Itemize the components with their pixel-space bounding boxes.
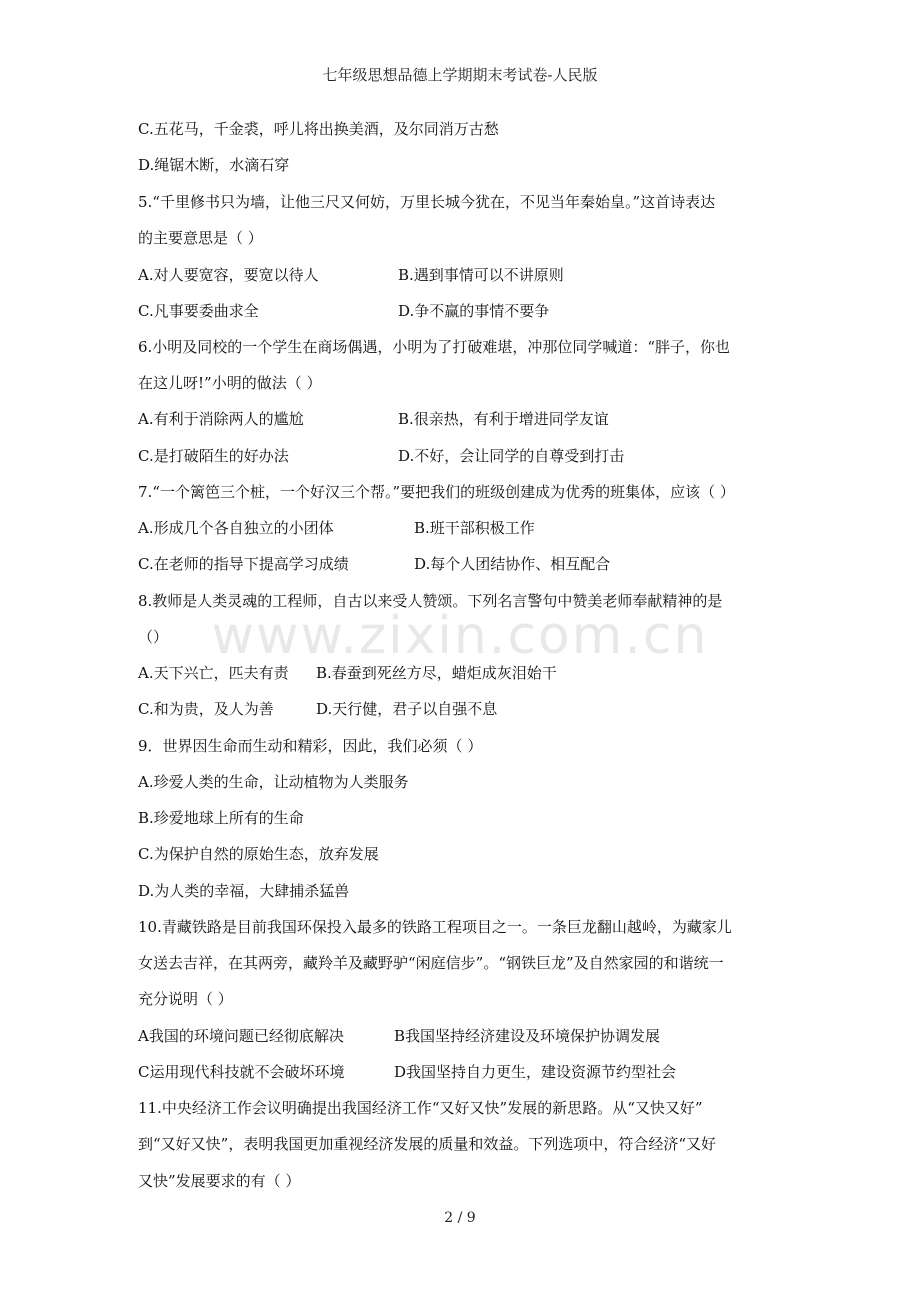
- q10-stem-line2: 女送去吉祥，在其两旁，藏羚羊及藏野驴“闲庭信步”。“钢铁巨龙”及自然家园的和谐统一: [138, 954, 724, 972]
- document-header-title: 七年级思想品德上学期期末考试卷-人民版: [322, 66, 598, 84]
- q5-option-d: D.争不赢的事情不要争: [398, 302, 550, 320]
- q10-stem-line3: 充分说明（ ）: [138, 990, 233, 1008]
- q11-stem-line3: 又快”发展要求的有（ ）: [138, 1172, 301, 1190]
- q10-option-b: B我国坚持经济建设及环境保护协调发展: [394, 1027, 661, 1045]
- q8-options-row2: [138, 699, 498, 719]
- q8-option-c: C.和为贵，及人为善: [138, 700, 274, 718]
- q6-option-c: C.是打破陌生的好办法: [138, 447, 289, 465]
- q5-options-row1: [138, 265, 564, 285]
- q6-stem-line2: 在这儿呀!”小明的做法（ ）: [138, 374, 322, 392]
- q8-options-row1: [138, 663, 557, 683]
- q8-stem-line1: 8.教师是人类灵魂的工程师，自古以来受人赞颂。下列名言警句中赞美老师奉献精神的是: [138, 592, 723, 610]
- q7-stem-line1: 7.“一个篱笆三个桩，一个好汉三个帮。”要把我们的班级创建成为优秀的班集体，应该（ ）: [138, 483, 735, 501]
- q4-option-c: C.五花马，千金裘，呼儿将出换美酒，及尔同消万古愁: [138, 120, 499, 138]
- q4-option-d: D.绳锯木断，水滴石穿: [138, 156, 290, 174]
- q5-option-b: B.遇到事情可以不讲原则: [398, 266, 564, 284]
- q7-options-row1: [138, 518, 535, 538]
- q10-option-a: A我国的环境问题已经彻底解决: [138, 1027, 344, 1045]
- q5-options-row2: [138, 301, 550, 321]
- q9-option-d: D.为人类的幸福，大肆捕杀猛兽: [138, 882, 350, 900]
- watermark-text: www.zixin.com.cn: [211, 606, 709, 666]
- q7-options-row2: [138, 554, 611, 574]
- q9-option-c: C.为保护自然的原始生态，放弃发展: [138, 845, 379, 863]
- q10-option-d: D我国坚持自力更生，建设资源节约型社会: [394, 1063, 677, 1081]
- q9-stem-line1: 9．世界因生命而生动和精彩，因此，我们必须（ ）: [138, 737, 483, 755]
- q10-stem-line1: 10.青藏铁路是目前我国环保投入最多的铁路工程项目之一。一条巨龙翻山越岭，为藏家儿: [138, 918, 732, 936]
- q11-stem-line1: 11.中央经济工作会议明确提出我国经济工作“又好又快”发展的新思路。从“又快又好”: [138, 1099, 703, 1117]
- q8-option-d: D.天行健，君子以自强不息: [316, 700, 498, 718]
- q10-options-row2: [138, 1062, 677, 1082]
- q7-option-b: B.班干部积极工作: [414, 519, 535, 537]
- q5-option-c: C.凡事要委曲求全: [138, 302, 259, 320]
- q8-stem-line2: （）: [138, 628, 169, 646]
- q6-option-a: A.有利于消除两人的尴尬: [138, 410, 304, 428]
- q10-option-c: C运用现代科技就不会破坏环境: [138, 1063, 345, 1081]
- q6-option-b: B.很亲热，有利于增进同学友谊: [398, 410, 609, 428]
- q8-option-b: B.春蚕到死丝方尽，蜡炬成灰泪始干: [316, 664, 557, 682]
- q8-option-a: A.天下兴亡，匹夫有责: [138, 664, 289, 682]
- q6-stem-line1: 6.小明及同校的一个学生在商场偶遇，小明为了打破难堪，冲那位同学喊道：“胖子，你也: [138, 338, 730, 356]
- q10-options-row1: [138, 1026, 661, 1046]
- q5-option-a: A.对人要宽容，要宽以待人: [138, 266, 319, 284]
- page-number: 2 / 9: [444, 1210, 476, 1226]
- q9-option-b: B.珍爱地球上所有的生命: [138, 809, 304, 827]
- q7-option-d: D.每个人团结协作、相互配合: [414, 555, 611, 573]
- q6-options-row1: [138, 409, 609, 429]
- q5-stem-line2: 的主要意思是（ ）: [138, 229, 263, 247]
- q11-stem-line2: 到“又好又快”，表明我国更加重视经济发展的质量和效益。下列选项中，符合经济“又好: [138, 1135, 717, 1153]
- q7-option-a: A.形成几个各自独立的小团体: [138, 519, 334, 537]
- q7-option-c: C.在老师的指导下提高学习成绩: [138, 555, 349, 573]
- q6-options-row2: [138, 446, 625, 466]
- q9-option-a: A.珍爱人类的生命，让动植物为人类服务: [138, 773, 409, 791]
- q6-option-d: D.不好，会让同学的自尊受到打击: [398, 447, 625, 465]
- q5-stem-line1: 5.“千里修书只为墙，让他三尺又何妨，万里长城今犹在，不见当年秦始皇。”这首诗表达: [138, 193, 716, 211]
